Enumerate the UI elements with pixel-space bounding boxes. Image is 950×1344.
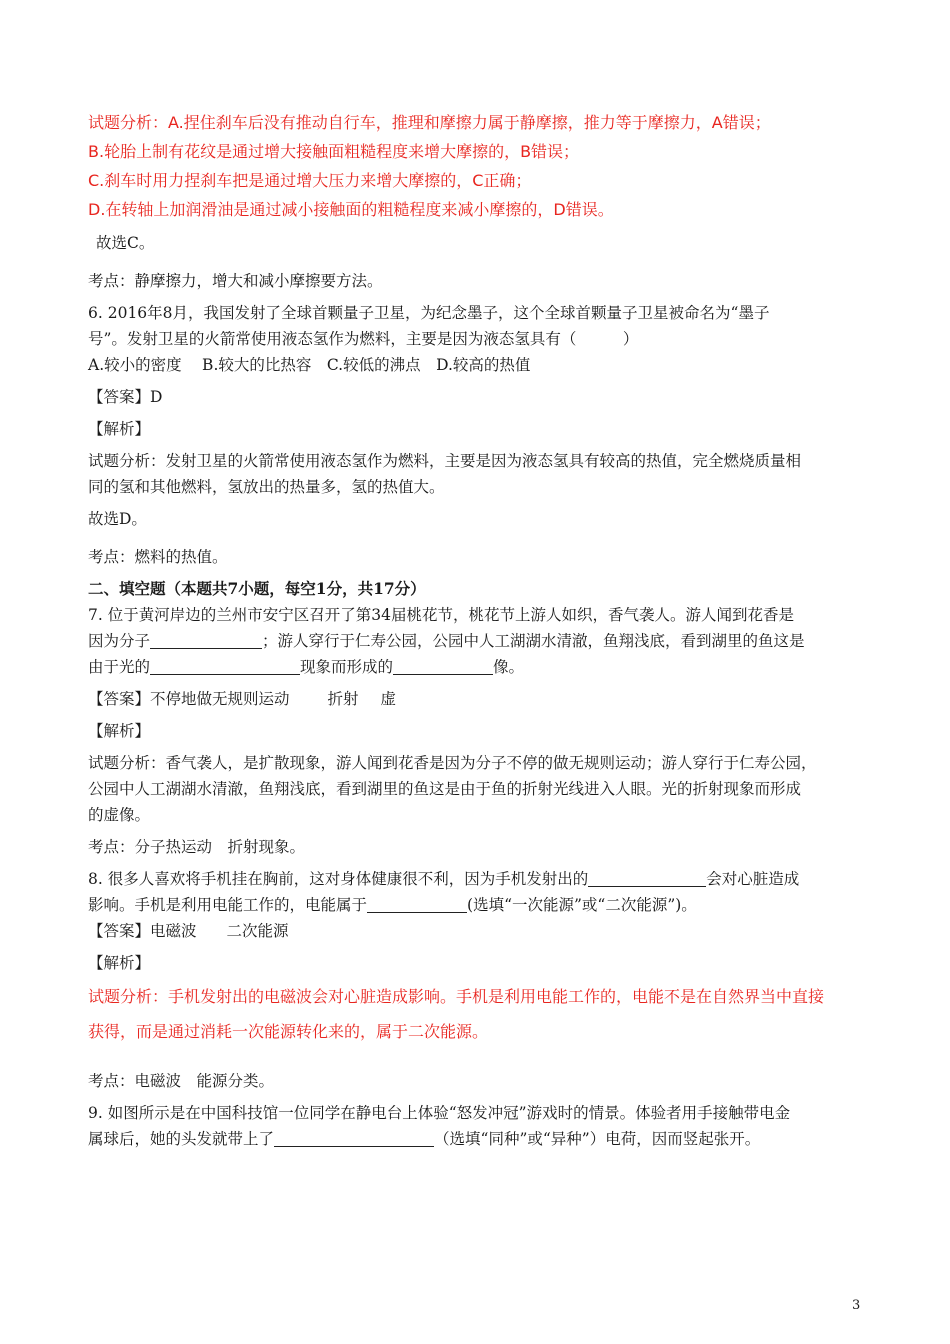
- q7-text: 现象而形成的: [300, 658, 394, 676]
- q6-kaodian: 考点：燃料的热值。: [88, 548, 228, 566]
- q8-answer: [88, 918, 868, 944]
- q7-answer-2: 折射: [327, 690, 359, 708]
- q9-blank-1: [274, 1128, 434, 1147]
- q7-text: 由于光的: [88, 658, 151, 676]
- red-analysis-line: B.轮胎上制有花纹是通过增大接触面粗糙程度来增大摩擦的，B错误；: [88, 142, 580, 161]
- q7-answer-3: 虚: [380, 690, 397, 708]
- q6-stem-line: 6. 2016年8月，我国发射了全球首颗量子卫星，为纪念墨子，这个全球首颗量子卫星被命名为“墨子: [88, 304, 770, 322]
- page-number: 3: [852, 1298, 861, 1313]
- q7-stem-line: [88, 654, 868, 680]
- q6-analysis-line: 同的氢和其他燃料，氢放出的热量多，氢的热值大。: [88, 478, 445, 496]
- q7-answer-1: 不停地做无规则运动: [150, 690, 290, 708]
- q8-answer-label: 【答案】: [88, 922, 151, 940]
- q6-options: A.较小的密度 B.较大的比热容 C.较低的沸点 D.较高的热值: [88, 356, 531, 374]
- q8-red-analysis: 获得，而是通过消耗一次能源转化来的，属于二次能源。: [88, 1022, 489, 1041]
- q6-choice: 故选D。: [88, 510, 147, 528]
- q7-stem-line: [88, 628, 868, 654]
- q6-jiexi-label: 【解析】: [88, 420, 151, 438]
- q7-analysis-line: 公园中人工湖湖水清澈，鱼翔浅底，看到湖里的鱼这是由于鱼的折射光线进入人眼。光的折射现象而形成: [88, 780, 802, 798]
- q6-stem-line: 号”。发射卫星的火箭常使用液态氢作为燃料，主要是因为液态氢具有（ ）: [88, 330, 639, 348]
- q8-text: 影响。手机是利用电能工作的，电能属于: [88, 896, 368, 914]
- q7-text: 因为分子: [88, 632, 151, 650]
- q8-red-analysis: 试题分析：手机发射出的电磁波会对心脏造成影响。手机是利用电能工作的，电能不是在自然界当中直接: [88, 987, 825, 1006]
- q9-stem-line: 9. 如图所示是在中国科技馆一位同学在静电台上体验“怒发冲冠”游戏时的情景。体验者用手接触带电金: [88, 1104, 791, 1122]
- q6-answer: 【答案】D: [88, 388, 163, 406]
- q7-blank-3: [393, 656, 493, 675]
- red-analysis-line: C.刹车时用力捏刹车把是通过增大压力来增大摩擦的，C正确；: [88, 171, 532, 190]
- q8-text: 会对心脏造成: [706, 870, 800, 888]
- q8-blank-2: [367, 894, 467, 913]
- q9-text: 属球后，她的头发就带上了: [88, 1130, 275, 1148]
- q7-text: ；游人穿行于仁寿公园，公园中人工湖湖水清澈，鱼翔浅底，看到湖里的鱼这是: [262, 632, 805, 650]
- q8-kaodian: 考点：电磁波 能源分类。: [88, 1072, 275, 1090]
- q8-stem-line: [88, 866, 868, 892]
- q9-stem-line: [88, 1126, 868, 1152]
- page-content: [88, 108, 868, 1152]
- q7-answer: [88, 686, 868, 712]
- q8-stem-line: [88, 892, 868, 918]
- q7-blank-2: [150, 656, 300, 675]
- q5-choice: 故选C。: [96, 234, 155, 252]
- q8-answer-1: 电磁波: [150, 922, 197, 940]
- red-analysis-line: 试题分析：A.捏住刹车后没有推动自行车，推理和摩擦力属于静摩擦，推力等于摩擦力，A错误；: [88, 113, 771, 132]
- q7-analysis-line: 的虚像。: [88, 806, 151, 824]
- section-title: 二、填空题（本题共7小题，每空1分，共17分）: [88, 579, 426, 598]
- q7-blank-1: [150, 630, 262, 649]
- q7-stem-line: 7. 位于黄河岸边的兰州市安宁区召开了第34届桃花节，桃花节上游人如织，香气袭人。游人闻到花香是: [88, 606, 794, 624]
- q6-analysis-line: 试题分析：发射卫星的火箭常使用液态氢作为燃料，主要是因为液态氢具有较高的热值，完全燃烧质量相: [88, 452, 802, 470]
- q8-text: (选填“一次能源”或“二次能源”)。: [467, 896, 697, 914]
- q9-text: （选填“同种”或“异种”）电荷，因而竖起张开。: [434, 1130, 761, 1148]
- q7-jiexi-label: 【解析】: [88, 722, 151, 740]
- q5-kaodian: 考点：静摩擦力，增大和减小摩擦要方法。: [88, 272, 383, 290]
- q8-answer-2: 二次能源: [226, 922, 289, 940]
- q8-text: 8. 很多人喜欢将手机挂在胸前，这对身体健康很不利，因为手机发射出的: [88, 870, 589, 888]
- q8-blank-1: [588, 868, 706, 887]
- red-analysis-line: D.在转轴上加润滑油是通过减小接触面的粗糙程度来减小摩擦的，D错误。: [88, 200, 614, 219]
- q7-text: 像。: [493, 658, 525, 676]
- q7-analysis-line: 试题分析：香气袭人，是扩散现象，游人闻到花香是因为分子不停的做无规则运动；游人穿行于仁寿公园，: [88, 754, 817, 772]
- q7-answer-label: 【答案】: [88, 690, 151, 708]
- q7-kaodian: 考点：分子热运动 折射现象。: [88, 838, 306, 856]
- q8-jiexi-label: 【解析】: [88, 954, 151, 972]
